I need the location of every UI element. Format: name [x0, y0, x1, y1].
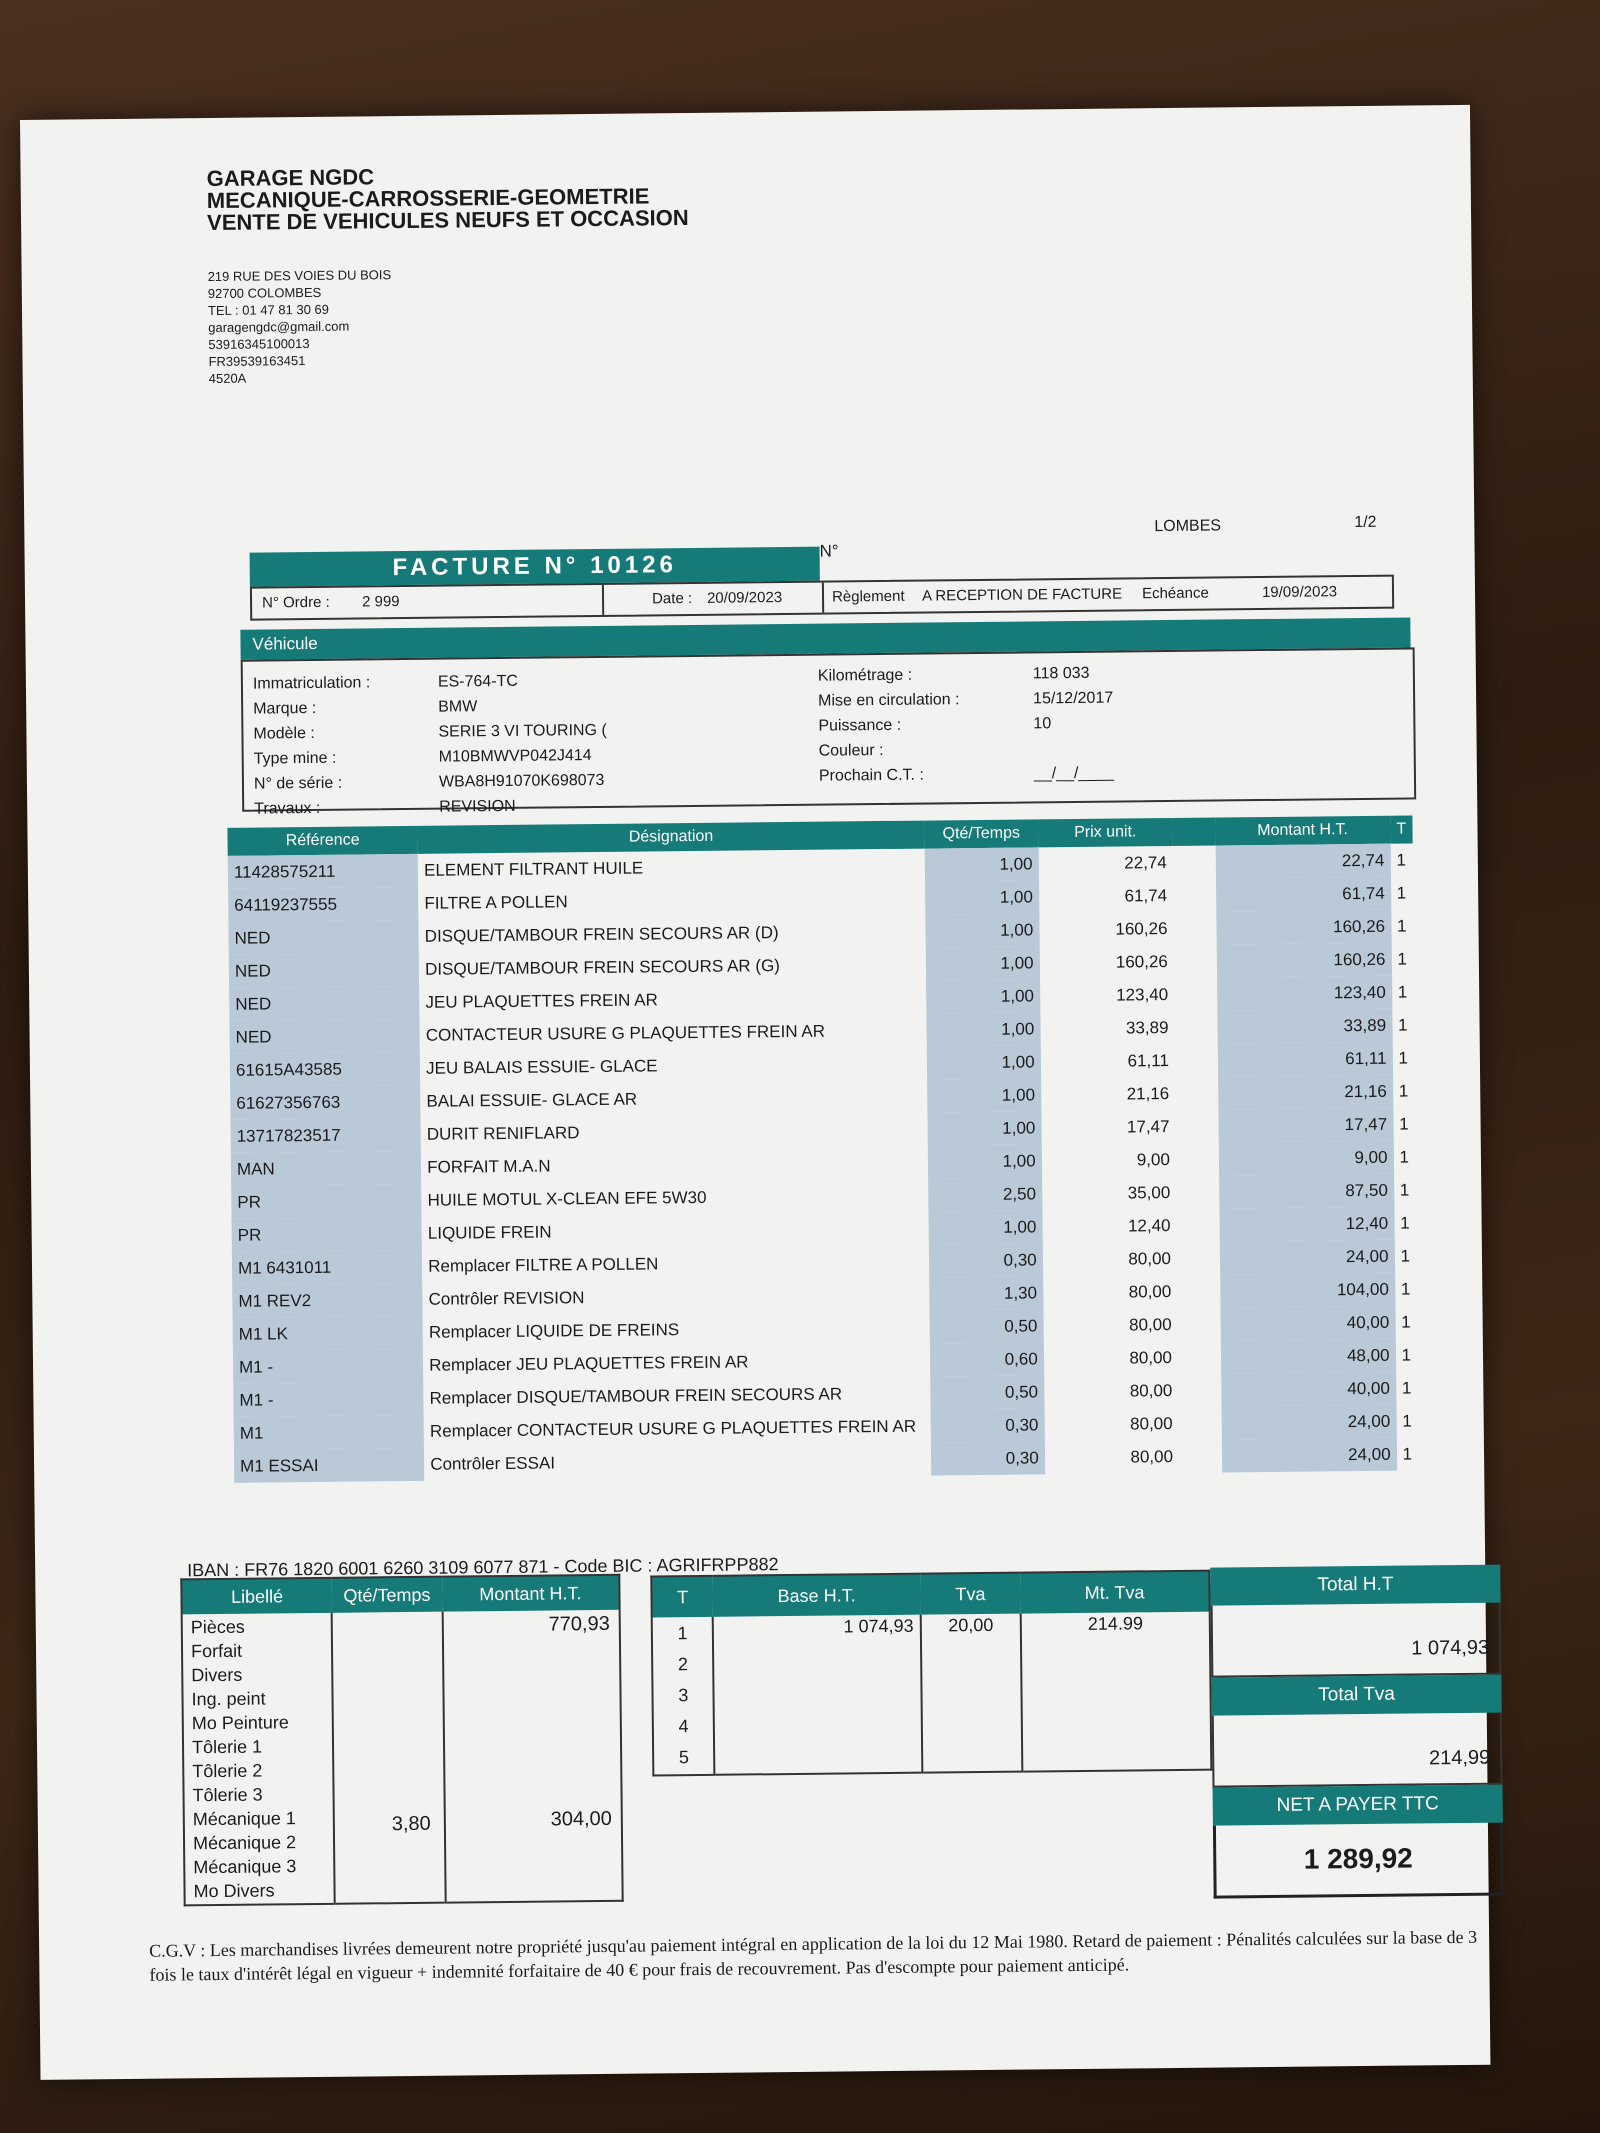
cell-empty [1175, 1110, 1218, 1143]
net-to-pay-label: NET A PAYER TTC [1213, 1785, 1503, 1826]
col-qty: Qté/Temps [942, 824, 1021, 843]
summary-header [181, 1575, 619, 1615]
vat-body [652, 1612, 1212, 1776]
cell-empty [1173, 846, 1216, 879]
cell-amount: 22,74 [1215, 844, 1390, 879]
cell-t: 1 [1396, 916, 1407, 936]
company-email: garagengdc@gmail.com [208, 318, 350, 336]
type-value: M10BMWVP042J414 [438, 747, 592, 766]
cell-unit-price: 35,00 [1127, 1182, 1171, 1202]
cell-reference: M1 [234, 1415, 425, 1450]
address-street: 219 RUE DES VOIES DU BOIS [207, 267, 392, 285]
terms-text: C.G.V : Les marchandises livrées demeurent notre propriété jusqu'au paiement intégral en application de la loi du 12 Mai 1980. Retard de paiement : Pénalités calculées sur la base de 3 fois le taux d'intérêt légal en vigueur + indemnité forfaitaire de 40 € pour frais de recouvrement. Pas d'escompte pour paiement anticipé. [149, 1926, 1478, 1985]
client-block [819, 536, 1389, 572]
cell-amount: 160,26 [1216, 943, 1391, 978]
cell-designation: JEU BALAIS ESSUIE- GLACE [426, 1055, 658, 1078]
summary-label: Tôlerie 1 [191, 1736, 263, 1758]
cell-designation: JEU PLAQUETTES FREIN AR [425, 989, 658, 1012]
cell-qty: 1,00 [924, 847, 1038, 881]
col-amount: Montant H.T. [1257, 821, 1349, 840]
totals-block [1210, 1565, 1503, 1899]
works-value: REVISION [439, 797, 516, 816]
company-vat: FR39539163451 [208, 353, 306, 370]
summary-label: Pièces [190, 1616, 245, 1638]
cell-unit-price: 80,00 [1128, 1281, 1172, 1301]
cell-qty: 2,50 [928, 1177, 1042, 1211]
cell-designation: FORFAIT M.A.N [427, 1156, 551, 1177]
cell-amount: 21,16 [1218, 1075, 1393, 1110]
cell-empty [1175, 1044, 1218, 1077]
cell-designation: Contrôler ESSAI [430, 1452, 556, 1474]
cell-reference: M1 LK [233, 1316, 424, 1351]
vat-row-number: 2 [677, 1654, 689, 1675]
cell-qty: 0,50 [929, 1309, 1043, 1343]
pieces-amount: 770,93 [548, 1612, 610, 1636]
summary-label: Forfait [190, 1640, 243, 1662]
cell-qty: 1,00 [926, 946, 1040, 980]
divider [602, 585, 604, 615]
cell-qty: 1,30 [929, 1276, 1043, 1310]
cell-unit-price: 123,40 [1116, 984, 1169, 1005]
company-activity: MECANIQUE-CARROSSERIE-GEOMETRIE [206, 183, 650, 214]
cell-reference: NED [229, 953, 420, 988]
col-label: Libellé [230, 1585, 284, 1607]
summary-label: Mécanique 1 [192, 1808, 296, 1830]
col-tva-rate: Tva [955, 1583, 986, 1604]
model-value: SERIE 3 VI TOURING ( [438, 721, 607, 741]
cell-t: 1 [1399, 1180, 1410, 1200]
cell-amount: 9,00 [1218, 1141, 1393, 1176]
cell-empty [1176, 1176, 1219, 1209]
cell-designation: HUILE MOTUL X-CLEAN EFE 5W30 [427, 1187, 707, 1210]
cell-qty: 1,00 [927, 1045, 1041, 1079]
cell-reference: M1 6431011 [232, 1250, 423, 1285]
summary-table [180, 1574, 623, 1907]
next-ct-value: __/__/____ [1033, 764, 1115, 783]
cell-unit-price: 80,00 [1129, 1380, 1173, 1400]
cell-designation: FILTRE A POLLEN [424, 891, 568, 913]
invoice-paper [20, 105, 1490, 2080]
cell-empty [1174, 1011, 1217, 1044]
cell-empty [1173, 879, 1216, 912]
cell-reference: 64119237555 [228, 887, 419, 922]
cell-reference: 61627356763 [230, 1085, 421, 1120]
vat-table [650, 1570, 1212, 1777]
mecanique-amount: 304,00 [550, 1807, 612, 1831]
date-label: Date : [651, 589, 693, 608]
registration-value: ES-764-TC [437, 672, 519, 691]
cell-unit-price: 160,26 [1115, 951, 1168, 972]
summary-body [182, 1610, 623, 1906]
cell-designation: BALAI ESSUIE- GLACE AR [426, 1089, 638, 1111]
cell-amount: 87,50 [1219, 1174, 1394, 1209]
label-brand: Marque : [253, 699, 317, 718]
company-address [208, 266, 393, 387]
cell-unit-price: 80,00 [1128, 1314, 1172, 1334]
total-ht-value: 1 074,93 [1211, 1603, 1502, 1678]
company-siret: 53916345100013 [208, 335, 310, 353]
cell-t: 1 [1397, 982, 1408, 1002]
col-t: T [677, 1586, 689, 1607]
cell-amount: 17,47 [1218, 1108, 1393, 1143]
summary-labels [182, 1613, 335, 1906]
col-base: Base H.T. [777, 1584, 856, 1606]
vat-row-number: 1 [677, 1623, 688, 1644]
summary-qty-cell [332, 1612, 446, 1904]
cell-qty: 1,00 [926, 1012, 1040, 1046]
first-registration-value: 15/12/2017 [1033, 689, 1114, 708]
col-qty: Qté/Temps [343, 1584, 431, 1606]
summary-label: Divers [191, 1664, 243, 1686]
cell-unit-price: 12,40 [1127, 1215, 1171, 1235]
cell-t: 1 [1399, 1147, 1410, 1167]
cell-empty [1177, 1274, 1220, 1307]
cell-reference: PR [231, 1184, 422, 1219]
cell-qty: 1,00 [925, 913, 1039, 947]
vehicle-values-right [1033, 661, 1114, 787]
label-next-ct: Prochain C.T. : [818, 766, 924, 785]
page-number: 1/2 [1354, 513, 1377, 532]
label-model: Modèle : [253, 724, 315, 743]
cell-amount: 40,00 [1220, 1306, 1395, 1341]
mileage-value: 118 033 [1032, 664, 1090, 683]
vehicle-box [241, 647, 1417, 818]
lines-body [228, 843, 1420, 1482]
cell-unit-price: 22,74 [1124, 852, 1167, 872]
color-value [1034, 736, 1114, 762]
label-registration: Immatriculation : [252, 674, 371, 693]
cell-amount: 123,40 [1217, 976, 1392, 1011]
cell-empty [1176, 1209, 1219, 1242]
summary-label: Mécanique 3 [193, 1856, 297, 1878]
cell-unit-price: 61,11 [1127, 1050, 1169, 1070]
cell-designation: DISQUE/TAMBOUR FREIN SECOURS AR (D) [424, 922, 779, 946]
cell-designation: LIQUIDE FREIN [427, 1221, 552, 1243]
due-value: 19/09/2023 [1261, 583, 1338, 602]
cell-empty [1178, 1340, 1221, 1373]
cell-t: 1 [1398, 1015, 1408, 1035]
due-label: Echéance [1141, 584, 1209, 603]
cell-t: 1 [1398, 1081, 1409, 1101]
cell-designation: Remplacer FILTRE A POLLEN [428, 1253, 659, 1276]
label-color: Couleur : [818, 741, 884, 760]
col-reference: Référence [285, 831, 360, 850]
cell-empty [1174, 945, 1217, 978]
col-unit-price: Prix unit. [1074, 823, 1137, 841]
cell-amount: 104,00 [1220, 1273, 1395, 1308]
cell-unit-price: 61,74 [1124, 885, 1168, 905]
col-t: T [1396, 820, 1407, 838]
cell-amount: 40,00 [1221, 1372, 1396, 1407]
col-empty [1172, 818, 1215, 846]
cell-amount: 61,11 [1217, 1042, 1392, 1077]
cell-reference: NED [229, 1019, 420, 1054]
cell-designation: DISQUE/TAMBOUR FREIN SECOURS AR (G) [424, 955, 780, 979]
cell-qty: 1,00 [925, 880, 1039, 914]
client-city: LOMBES [1154, 517, 1222, 536]
summary-label: Ing. peint [191, 1688, 266, 1710]
cell-reference: PR [232, 1217, 423, 1252]
cell-reference: NED [228, 920, 419, 955]
order-value: 2 999 [361, 593, 400, 611]
cell-t: 1 [1401, 1377, 1412, 1398]
cell-amount: 48,00 [1220, 1339, 1395, 1374]
cell-unit-price: 80,00 [1130, 1413, 1173, 1433]
summary-label: Tôlerie 3 [192, 1784, 263, 1806]
cell-t: 1 [1400, 1246, 1411, 1266]
lines-table [227, 815, 1419, 1482]
date-value: 20/09/2023 [706, 589, 783, 607]
cell-t: 1 [1396, 850, 1406, 870]
cell-qty: 0,50 [930, 1375, 1044, 1409]
summary-label: Mécanique 2 [192, 1832, 297, 1854]
cell-reference: M1 REV2 [232, 1283, 423, 1318]
cell-designation: Remplacer JEU PLAQUETTES FREIN AR [429, 1351, 749, 1375]
company-name: GARAGE NGDC [206, 164, 375, 192]
cell-empty [1179, 1439, 1222, 1472]
cell-reference: 61615A43585 [230, 1052, 421, 1087]
payment-label: Règlement [831, 587, 905, 606]
summary-amount-cell [443, 1610, 623, 1903]
cell-reference: 13717823517 [230, 1118, 421, 1153]
serial-value: WBA8H91070K698073 [438, 771, 605, 791]
cell-unit-price: 160,26 [1115, 918, 1168, 939]
cell-unit-price: 80,00 [1129, 1347, 1173, 1367]
vat-row-number: 5 [678, 1747, 690, 1768]
col-amount: Montant H.T. [479, 1582, 582, 1604]
cell-unit-price: 33,89 [1125, 1017, 1169, 1037]
vat-amount: 214.99 [1087, 1613, 1144, 1634]
company-ape: 4520A [208, 370, 247, 387]
cell-unit-price: 9,00 [1136, 1149, 1170, 1169]
cell-qty: 1,00 [928, 1144, 1042, 1178]
cell-t: 1 [1402, 1443, 1413, 1464]
power-value: 10 [1033, 715, 1052, 733]
cell-reference: M1 ESSAI [234, 1448, 425, 1483]
cell-empty [1177, 1242, 1220, 1275]
cell-reference: 11428575211 [228, 854, 419, 889]
cell-designation: Remplacer DISQUE/TAMBOUR FREIN SECOURS AR [429, 1383, 843, 1408]
cell-qty: 1,00 [928, 1210, 1042, 1244]
cell-designation: Remplacer CONTACTEUR USURE G PLAQUETTES FREIN AR [429, 1416, 917, 1441]
vat-header [651, 1571, 1209, 1618]
summary-label: Mo Peinture [191, 1712, 289, 1734]
divider [822, 583, 824, 613]
cell-t: 1 [1402, 1410, 1412, 1431]
cell-t: 1 [1400, 1213, 1410, 1233]
cell-reference: NED [229, 986, 420, 1021]
cell-empty [1175, 1077, 1218, 1110]
cell-designation: Contrôler REVISION [428, 1287, 585, 1309]
cell-empty [1177, 1307, 1220, 1340]
cell-unit-price: 21,16 [1126, 1083, 1170, 1103]
cell-qty: 0,30 [929, 1243, 1043, 1277]
cell-reference: M1 - [233, 1349, 424, 1384]
total-tva-value: 214,99 [1212, 1713, 1503, 1788]
cell-designation: ELEMENT FILTRANT HUILE [423, 858, 644, 880]
cell-empty [1174, 978, 1217, 1011]
cell-t: 1 [1401, 1312, 1411, 1332]
col-tva-amount: Mt. Tva [1084, 1581, 1145, 1603]
cell-t: 1 [1398, 1048, 1409, 1068]
summary-label: Tôlerie 2 [192, 1760, 263, 1782]
vat-base: 1 074,93 [713, 1615, 922, 1775]
cell-t: 1 [1396, 883, 1407, 903]
cell-t: 1 [1401, 1345, 1412, 1365]
vat-rate: 20,00 [921, 1614, 1023, 1773]
cell-qty: 1,00 [926, 979, 1040, 1013]
label-works: Travaux : [254, 799, 321, 818]
brand-value: BMW [438, 698, 478, 716]
vehicle-values [438, 668, 608, 820]
net-to-pay-value: 1 289,92 [1213, 1823, 1504, 1899]
total-tva-label: Total Tva [1211, 1675, 1501, 1716]
cell-t: 1 [1397, 949, 1407, 969]
iban-line: IBAN : FR76 1820 6001 6260 3109 6077 871 - Code BIC : AGRIFRPP882 [187, 1554, 779, 1581]
cell-reference: MAN [231, 1151, 422, 1186]
cell-empty [1178, 1406, 1221, 1439]
cell-amount: 24,00 [1219, 1240, 1394, 1275]
company-activity-2: VENTE DE VEHICULES NEUFS ET OCCASION [206, 205, 689, 236]
vat-row-number: 3 [678, 1685, 689, 1706]
vehicle-labels [253, 670, 372, 821]
cell-reference: M1 - [233, 1382, 424, 1417]
label-mileage: Kilométrage : [817, 666, 913, 685]
label-type: Type mine : [253, 749, 337, 768]
total-ht-label: Total H.T [1210, 1565, 1500, 1606]
cell-empty [1176, 1143, 1219, 1176]
vehicle-labels-right [818, 662, 961, 788]
vehicle-header-label: Véhicule [252, 633, 318, 654]
mecanique-qty: 3,80 [391, 1812, 431, 1836]
cell-amount: 24,00 [1222, 1438, 1397, 1473]
cell-amount: 24,00 [1221, 1405, 1396, 1440]
client-number-label: N° [819, 541, 839, 561]
cell-designation: Remplacer LIQUIDE DE FREINS [428, 1319, 680, 1342]
cell-qty: 0,30 [931, 1441, 1045, 1475]
cell-qty: 0,60 [930, 1342, 1044, 1376]
cell-t: 1 [1400, 1279, 1411, 1299]
cell-empty [1178, 1373, 1221, 1406]
label-first-registration: Mise en circulation : [818, 691, 960, 710]
cell-designation: DURIT RENIFLARD [426, 1122, 580, 1144]
invoice-title: FACTURE N° 10126 [250, 547, 820, 587]
cell-t: 1 [1399, 1114, 1409, 1134]
order-label: N° Ordre : [261, 593, 330, 612]
cell-amount: 160,26 [1216, 910, 1391, 945]
company-phone: TEL : 01 47 81 30 69 [207, 301, 330, 319]
label-power: Puissance : [818, 716, 902, 735]
col-designation: Désignation [628, 827, 714, 846]
cell-amount: 33,89 [1217, 1009, 1392, 1044]
address-city: 92700 COLOMBES [207, 284, 322, 302]
vat-row-number: 4 [678, 1716, 689, 1737]
cell-amount: 12,40 [1219, 1207, 1394, 1242]
summary-label: Mo Divers [193, 1880, 275, 1902]
payment-value: A RECEPTION DE FACTURE [921, 585, 1123, 605]
cell-amount: 61,74 [1216, 877, 1391, 912]
label-serial: N° de série : [253, 774, 343, 793]
cell-unit-price: 17,47 [1126, 1116, 1170, 1136]
cell-unit-price: 80,00 [1130, 1446, 1174, 1466]
cell-qty: 0,30 [930, 1408, 1044, 1442]
cell-qty: 1,00 [927, 1111, 1041, 1145]
cell-unit-price: 80,00 [1128, 1248, 1172, 1268]
cell-empty [1173, 912, 1216, 945]
vat-row-numbers [652, 1617, 715, 1776]
cell-designation: CONTACTEUR USURE G PLAQUETTES FREIN AR [425, 1021, 826, 1045]
cell-qty: 1,00 [927, 1078, 1041, 1112]
